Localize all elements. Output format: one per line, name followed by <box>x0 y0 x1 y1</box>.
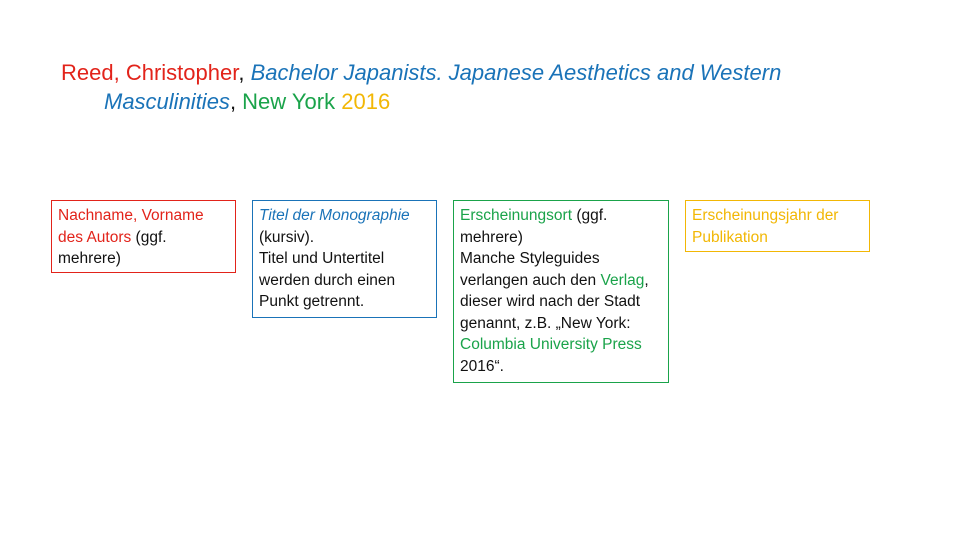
year-box-label: Erscheinungsjahr der Publikation <box>692 207 839 246</box>
citation-title-continued: Masculinities <box>104 89 230 114</box>
place-explanation-box <box>453 200 669 383</box>
place-box-example-text: , dieser wird nach der Stadt genannt, z.B. „New York: <box>460 271 649 332</box>
author-box-label: Nachname, Vorname des Autors <box>58 207 204 246</box>
author-box-note: (ggf. mehrere) <box>58 228 167 267</box>
citation-author: Reed, Christopher <box>61 60 239 85</box>
title-box-label: Titel der Monographie <box>259 207 410 224</box>
citation-separator: , <box>238 60 251 85</box>
place-box-label: Erscheinungsort <box>460 207 573 224</box>
place-box-publisher-word: Verlag <box>600 271 645 289</box>
title-box-note: Titel und Untertitel werden durch einen Punkt getrennt. <box>259 250 396 310</box>
citation-year: 2016 <box>341 89 391 114</box>
place-box-styleguide-note: Manche Styleguides verlangen auch den <box>460 250 601 289</box>
place-box-publisher-name: Columbia University Press <box>460 336 642 353</box>
citation-title: Bachelor Japanists. Japanese Aesthetics and Western <box>250 60 782 85</box>
place-box-note: (ggf. mehrere) <box>460 207 608 246</box>
title-explanation-box <box>252 200 437 318</box>
author-explanation-box <box>51 200 236 273</box>
place-box-example-end: 2016“. <box>460 357 504 375</box>
citation-separator: , <box>229 89 243 114</box>
citation-place: New York <box>242 89 336 114</box>
title-box-italic-note: (kursiv). <box>259 228 315 246</box>
year-explanation-box <box>685 200 870 252</box>
citation-example <box>61 58 881 116</box>
